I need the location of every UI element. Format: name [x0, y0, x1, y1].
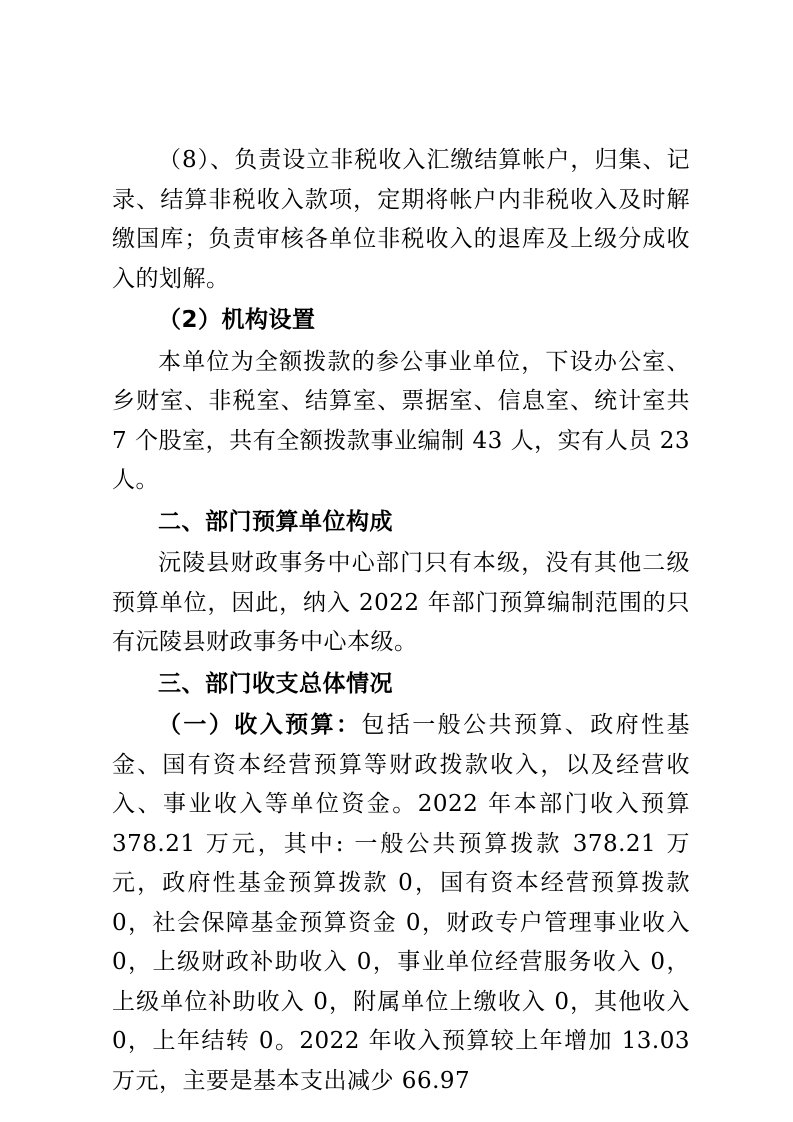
- paragraph-income-budget: [112, 706, 690, 1101]
- heading-organization-setup: （2）机构设置: [158, 307, 316, 333]
- paragraph-budget-units: 沅陵县财政事务中心部门只有本级，没有其他二级预算单位，因此，纳入 2022 年部门预算编制范围的只有沅陵县财政事务中心本级。: [112, 550, 690, 655]
- paragraph-organization: 本单位为全额拨款的参公事业单位，下设办公室、乡财室、非税室、结算室、票据室、信息室、统计室共 7 个股室，共有全额拨款事业编制 43 人，实有人员 23 人。: [112, 348, 690, 493]
- document-body: [112, 141, 690, 1101]
- paragraph-duty-8: （8）、负责设立非税收入汇缴结算帐户，归集、记录、结算非税收入款项，定期将帐户内非税收入及时解缴国库；负责审核各单位非税收入的退库及上级分成收入的划解。: [112, 147, 690, 292]
- income-budget-lead: （一）收入预算：: [158, 712, 362, 738]
- income-budget-text: 包括一般公共预算、政府性基金、国有资本经营预算等财政拨款收入，以及经营收入、事业收入等单位资金。2022 年本部门收入预算 378.21 万元，其中: 一般公共预算拨款 378.21 万元，政府性基金预算拨款 0，国有资本经营预算拨款 0，社会保障基金预算资金 0，财政专户管理事业收入 0，上级财政补助收入 0，事业单位经营服务收入 0，上级单位补助收入 0，附属单位上缴收入 0，其他收入 0，上年结转 0。2022 年收入预算较上年增加 13.03 万元，主要是基本支出减少 66.97: [112, 712, 691, 1094]
- section-title-income-expenditure: 三、部门收支总体情况: [158, 670, 393, 697]
- section-title-budget-units: 二、部门预算单位构成: [158, 508, 393, 535]
